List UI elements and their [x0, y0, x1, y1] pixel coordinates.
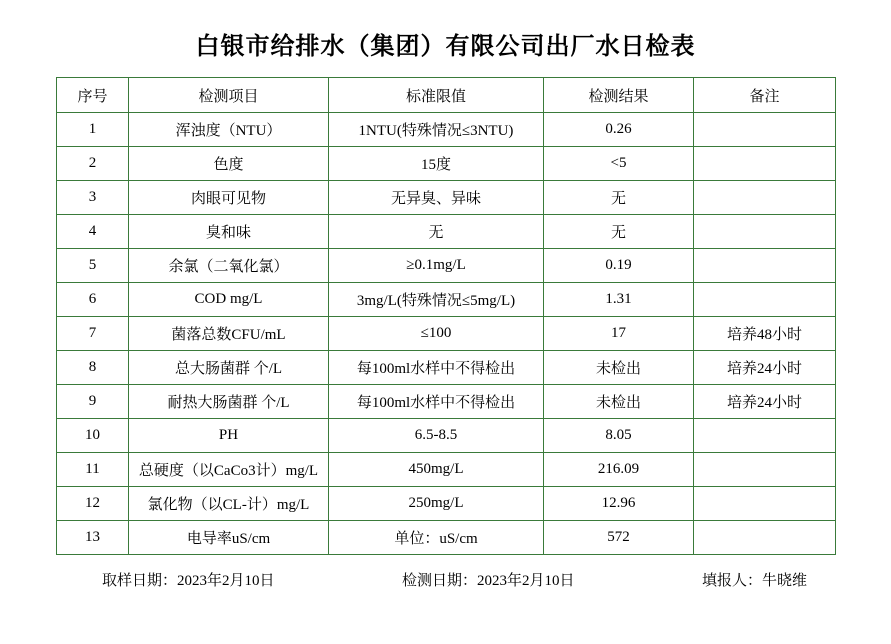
cell-item: 浑浊度（NTU）	[129, 113, 329, 147]
table-row	[57, 351, 836, 385]
table-header-row	[57, 78, 836, 113]
table-row	[57, 113, 836, 147]
column-header-result: 检测结果	[544, 78, 694, 113]
cell-limit: 1NTU(特殊情况≤3NTU)	[329, 113, 544, 147]
table-row	[57, 283, 836, 317]
table-row	[57, 181, 836, 215]
cell-remark: 培养24小时	[694, 351, 836, 385]
cell-limit: 单位：uS/cm	[329, 521, 544, 555]
cell-result: 0.19	[544, 249, 694, 283]
cell-result: 0.26	[544, 113, 694, 147]
cell-item: 总大肠菌群 个/L	[129, 351, 329, 385]
cell-limit: ≥0.1mg/L	[329, 249, 544, 283]
cell-no: 8	[57, 351, 129, 385]
cell-result: 12.96	[544, 487, 694, 521]
cell-no: 9	[57, 385, 129, 419]
cell-limit: 15度	[329, 147, 544, 181]
cell-remark	[694, 147, 836, 181]
cell-remark	[694, 249, 836, 283]
cell-no: 13	[57, 521, 129, 555]
column-header-no: 序号	[57, 78, 129, 113]
cell-limit: 每100ml水样中不得检出	[329, 351, 544, 385]
cell-remark	[694, 487, 836, 521]
cell-limit: 6.5-8.5	[329, 419, 544, 453]
cell-limit: 250mg/L	[329, 487, 544, 521]
cell-result: 572	[544, 521, 694, 555]
cell-result: 无	[544, 181, 694, 215]
cell-limit: 无	[329, 215, 544, 249]
cell-item: 色度	[129, 147, 329, 181]
cell-remark: 培养24小时	[694, 385, 836, 419]
table-container	[0, 77, 891, 555]
cell-item: 余氯（二氧化氯）	[129, 249, 329, 283]
footer-row	[0, 555, 891, 590]
cell-remark	[694, 215, 836, 249]
cell-item: 菌落总数CFU/mL	[129, 317, 329, 351]
cell-item: COD mg/L	[129, 283, 329, 317]
cell-result: 216.09	[544, 453, 694, 487]
page-title: 白银市给排水（集团）有限公司出厂水日检表	[195, 34, 696, 60]
cell-result: 无	[544, 215, 694, 249]
table-body	[57, 113, 836, 555]
cell-item: 电导率uS/cm	[129, 521, 329, 555]
cell-remark: 培养48小时	[694, 317, 836, 351]
cell-item: 臭和味	[129, 215, 329, 249]
column-header-item: 检测项目	[129, 78, 329, 113]
table-row	[57, 453, 836, 487]
test-date-label: 检测日期：2023年2月10日	[402, 573, 575, 589]
table-head	[57, 78, 836, 113]
cell-result: 未检出	[544, 385, 694, 419]
column-header-remark: 备注	[694, 78, 836, 113]
cell-remark	[694, 419, 836, 453]
cell-item: PH	[129, 419, 329, 453]
column-header-limit: 标准限值	[329, 78, 544, 113]
water-inspection-table	[56, 77, 836, 555]
cell-remark	[694, 113, 836, 147]
cell-result: <5	[544, 147, 694, 181]
cell-limit: ≤100	[329, 317, 544, 351]
cell-item: 肉眼可见物	[129, 181, 329, 215]
table-row	[57, 385, 836, 419]
cell-no: 4	[57, 215, 129, 249]
cell-remark	[694, 181, 836, 215]
cell-result: 1.31	[544, 283, 694, 317]
cell-no: 2	[57, 147, 129, 181]
cell-remark	[694, 283, 836, 317]
cell-result: 未检出	[544, 351, 694, 385]
cell-item: 总硬度（以CaCo3计）mg/L	[129, 453, 329, 487]
cell-no: 10	[57, 419, 129, 453]
cell-limit: 每100ml水样中不得检出	[329, 385, 544, 419]
table-row	[57, 487, 836, 521]
cell-no: 11	[57, 453, 129, 487]
cell-no: 5	[57, 249, 129, 283]
cell-limit: 450mg/L	[329, 453, 544, 487]
table-row	[57, 147, 836, 181]
table-row	[57, 419, 836, 453]
cell-no: 6	[57, 283, 129, 317]
table-row	[57, 521, 836, 555]
cell-result: 17	[544, 317, 694, 351]
cell-limit: 无异臭、异味	[329, 181, 544, 215]
cell-result: 8.05	[544, 419, 694, 453]
cell-remark	[694, 521, 836, 555]
cell-remark	[694, 453, 836, 487]
table-row	[57, 215, 836, 249]
sample-date-label: 取样日期：2023年2月10日	[102, 573, 275, 589]
cell-item: 氯化物（以CL-计）mg/L	[129, 487, 329, 521]
table-row	[57, 249, 836, 283]
cell-no: 3	[57, 181, 129, 215]
cell-limit: 3mg/L(特殊情况≤5mg/L)	[329, 283, 544, 317]
cell-no: 1	[57, 113, 129, 147]
cell-item: 耐热大肠菌群 个/L	[129, 385, 329, 419]
table-row	[57, 317, 836, 351]
cell-no: 7	[57, 317, 129, 351]
cell-no: 12	[57, 487, 129, 521]
reporter-label: 填报人：牛晓维	[702, 573, 808, 589]
